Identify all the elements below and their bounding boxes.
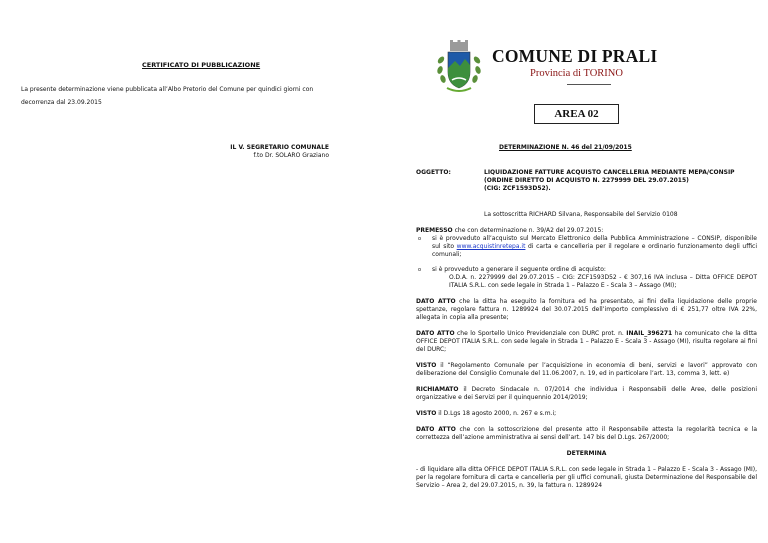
provincia-name: Provincia di TORINO [530,68,623,79]
certificate-title: CERTIFICATO DI PUBBLICAZIONE [142,61,261,69]
oggetto-text: LIQUIDAZIONE FATTURE ACQUISTO CANCELLERIA MEDIANTE MEPA/CONSIP (ORDINE DIRETTO DI ACQUISTO N. 2279999 DEL 29.07.2015) (CIG: ZCF1593D52). [484,169,735,192]
determina-body: PREMESSO che con determinazione n. 39/A2 del 29.07.2015: o si è provveduto all’acquisto sul Mercato Elettronico della Pubblica Amministrazione – CONSIP, disponibile sul sito www.acquistinretepa.it di carta e cancelleria per il regolare e ordinario funzionamento degli uffici comunali; o si è provveduto a generare il seguente ordine di acquisto: O.D.A. n. 2279999 del 29.07.2015 – CIG: ZCF1593D52 - € 307,16 IVA inclusa – Ditta OFFICE DEPOT ITALIA S.R.L. con sede legale in Strada 1 – Palazzo E - Scala 3 – Assago (MI); DATO ATTO che la ditta ha eseguito la fornitura ed ha presentato, ai fini della liquidazione delle proprie spettanze, regolare fattura n. 1289924 del 30.07.2015 dell’importo complessivo di € 251,77 oltre IVA 22%, allegata in copia alla presente; DATO ATTO che lo Sportello Unico Previdenziale con DURC prot. n. INAIL_396271 ha comunicato che la ditta OFFICE DEPOT ITALIA S.R.L. con sede legale in Strada 1 – Palazzo E - Scala 3 - Assago (MI), risulta regolare ai fini del DURC; VISTO il “Regolamento Comunale per l’acquisizione in economia di beni, servizi e lavori” approvato con deliberazione del Consiglio Comunale del 11.06.2007, n. 19, ed in particolare l’art. 13, comma 3, lett. e) RICHIAMATO il Decreto Sindacale n. 07/2014 che individua i Responsabili delle Aree, delle posizioni organizzative e dei Servizi per il quinquennio 2014/2019; VISTO il D.Lgs 18 agosto 2000, n. 267 e s.m.i; DATO ATTO che con la sottoscrizione del presente atto il Responsabile attesta la regolarità tecnica e la correttezza dell’azione amministrativa ai sensi dell’art. 147 bis del D.Lgs. 267/2000; DETERMINA - di liquidare alla ditta OFFICE DEPOT ITALIA S.R.L. con sede legale in Strada 1 – Palazzo E - Scala 3 - Assago (MI), per la regolare fornitura di carta e cancelleria per gli uffici comunali, giusta Determinazione del Responsabile del Servizio – Area 2, del 29.07.2015, n. 39, la fattura n. 1289924 [416,227,757,490]
determina-reference: DETERMINAZIONE N. 46 del 21/09/2015 [499,144,632,151]
bullet-item: o si è provveduto a generare il seguente ordine di acquisto: O.D.A. n. 2279999 del 29.07.2015 – CIG: ZCF1593D52 - € 307,16 IVA inclusa – Ditta OFFICE DEPOT ITALIA S.R.L. con sede legale in Strada 1 – Palazzo E - Scala 3 – Assago (MI); [416,266,757,290]
certificate-text: La presente determinazione viene pubblicata all’Albo Pretorio del Comune per quindici giorni con decorrenza dal 23.09.2015 [21,86,314,106]
oggetto-label: OGGETTO: [416,169,451,176]
municipal-crest-icon [434,38,484,94]
determina-heading: DETERMINA [566,450,607,457]
intro-line: La sottoscritta RICHARD Silvana, Responsabile del Servizio 0108 [484,211,678,218]
bullet-item: o si è provveduto all’acquisto sul Mercato Elettronico della Pubblica Amministrazione – CONSIP, disponibile sul sito www.acquistinretepa.it di carta e cancelleria per il regolare e ordinario funzionamento degli uffici comunali; [416,235,757,259]
signature-name: f.to Dr. SOLARO Graziano [253,152,329,159]
acquistinretepa-link[interactable]: www.acquistinretepa.it [456,243,526,250]
final-paragraph: - di liquidare alla ditta OFFICE DEPOT ITALIA S.R.L. con sede legale in Strada 1 – Palazzo E - Scala 3 - Assago (MI), per la regolare fornitura di carta e cancelleria per gli uffici comunali, giusta Determinazione del Responsabile del Servizio – Area 2, del 29.07.2015, n. 39, la fattura n. 1289924 [416,466,757,489]
header-divider [567,84,611,85]
area-box: AREA 02 [534,104,619,124]
signature-role: IL V. SEGRETARIO COMUNALE [230,144,329,151]
comune-name: COMUNE DI PRALI [492,46,658,66]
signature-block [180,144,329,160]
